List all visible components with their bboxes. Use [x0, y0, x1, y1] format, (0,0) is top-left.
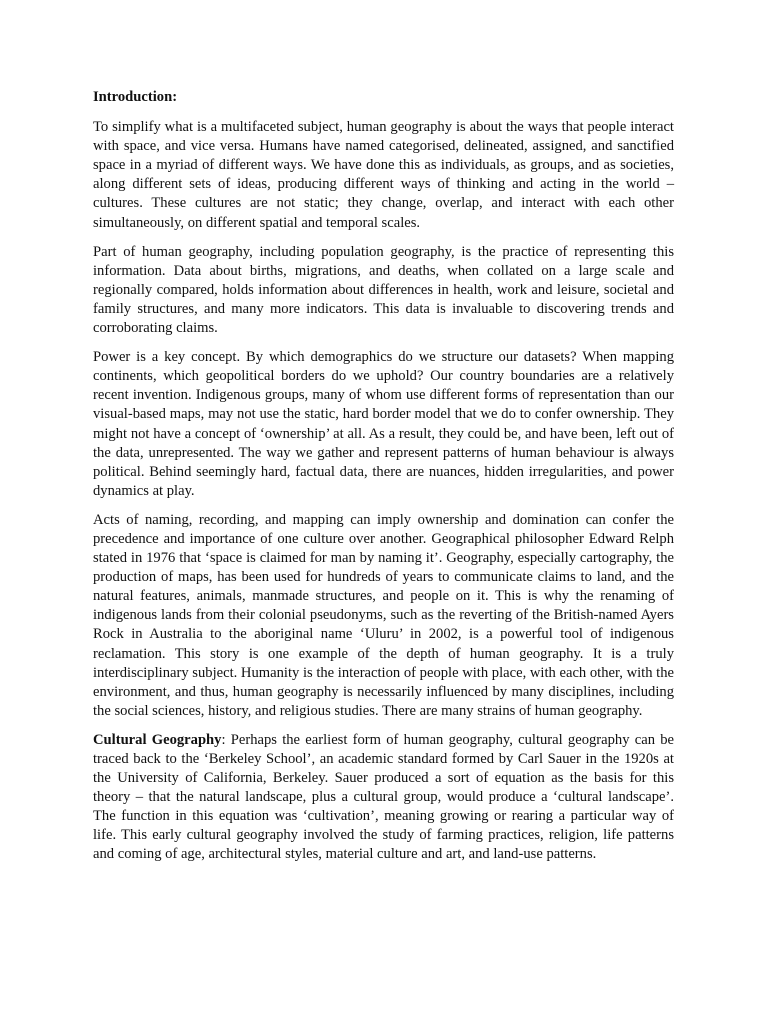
document-body [93, 88, 674, 875]
cultural-geography-term: Cultural Geography [93, 731, 222, 748]
paragraph-intro: To simplify what is a multifaceted subject, human geography is about the ways that people interact with space, and vice versa. Humans have named categorised, delineated, assigned, and sanctified space in a myriad of different ways. We have done this as individuals, as groups, and as societies, along different sets of ideas, producing different ways of thinking and acting in the world – cultures. These cultures are not static; they change, overlap, and interact with each other simultaneously, on different spatial and temporal scales. [93, 119, 674, 231]
paragraph-naming-mapping: Acts of naming, recording, and mapping can imply ownership and domination can confer the precedence and importance of one culture over another. Geographical philosopher Edward Relph stated in 1976 that ‘space is claimed for man by naming it’. Geography, especially cartography, the production of maps, has been used for hundreds of years to communicate claims to land, and the natural features, animals, manmade structures, and people on it. This is why the renaming of indigenous lands from their colonial pseudonyms, such as the reverting of the British-named Ayers Rock in Australia to the aboriginal name ‘Uluru’ in 2002, is a powerful tool of indigenous reclamation. This story is one example of the depth of human geography. It is a truly interdisciplinary subject. Humanity is the interaction of people with place, with each other, with the environment, and thus, human geography is necessarily influenced by many disciplines, including the social sciences, history, and religious studies. There are many strains of human geography. [93, 511, 674, 719]
paragraph-cultural-geography [93, 731, 674, 865]
cultural-geography-text: : Perhaps the earliest form of human geography, cultural geography can be traced back to the ‘Berkeley School’, an academic standard formed by Carl Sauer in the 1920s at the University of California, Berkeley. Sauer produced a sort of equation as the basis for this theory – that the natural landscape, plus a cultural group, would produce a ‘cultural landscape’. The function in this equation was ‘cultivation’, meaning growing or rearing a particular way of life. This early cultural geography involved the study of farming practices, religion, life patterns and coming of age, architectural styles, material culture and art, and land-use patterns. [93, 731, 675, 863]
paragraph-population-geography: Part of human geography, including population geography, is the practice of representing this information. Data about births, migrations, and deaths, when collated on a large scale and regionally compared, holds information about differences in health, work and leisure, societal and family structures, and many more indicators. This data is invaluable to discovering trends and corroborating claims. [93, 243, 674, 337]
section-heading-introduction: Introduction: [93, 89, 178, 105]
paragraph-power: Power is a key concept. By which demographics do we structure our datasets? When mapping continents, which geopolitical borders do we uphold? Our country boundaries are a relatively recent invention. Indigenous groups, many of whom use different forms of representation than our visual-based maps, may not use the static, hard border model that we do to confer ownership. They might not have a concept of ‘ownership’ at all. As a result, they could be, and have been, left out of the data, unrepresented. The way we gather and represent patterns of human behaviour is always political. Behind seemingly hard, factual data, there are nuances, hidden irregularities, and power dynamics at play. [93, 349, 674, 499]
